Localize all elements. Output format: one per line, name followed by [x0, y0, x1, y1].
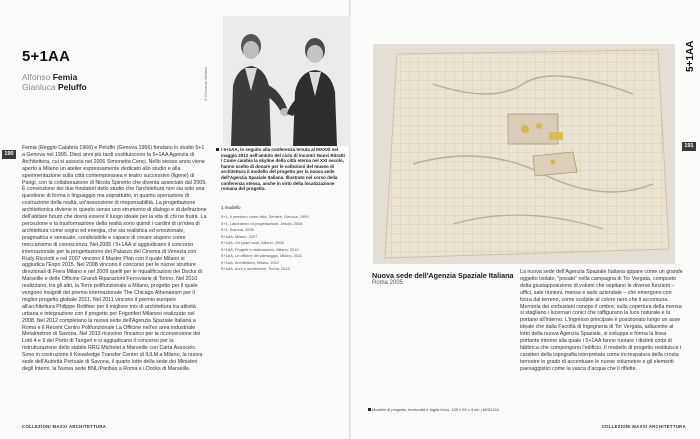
project-description: La nuova sede dell'Agenzia Spaziale Italiana appare come un grande oggetto isolato, "posato" nella campagna di Tor Vergata, composto della giustapposizione di volumi che ospitano le diverse funzioni – uffici, sale riunioni, mensa e asilo aziendale – che emergono con forza dal terreno, come scolpite al colore nero che li accomuna. Memoria dei corbusiani conopo il ombre, sulla copertura della mensa si stagliano i lucernari conici che raffigurano la luce naturale e la portano all'interno. L'ingresso principale è posizionato lungo un asse ideale che dalla Facoltà di Ingegneria di Tor Vergata, adiacente al lotto della nuova Agenzia Spaziale, si sviluppa e forma la linea portante intorno alla quale i 5+1AA fanno ruotare i distinti corpi di fabbrica che compongono l'edificio. Il modello di progetto restituisce i caratteri della topografia interpretata come increspatura della crosta terrestre in grado di accentuare le nuove volumetrie e gli elementi paesaggistici come la vasca d'acqua che li riflette.: [520, 269, 683, 372]
author-peluffo: [22, 82, 87, 92]
bibliography-item: 5+1AA, Anni e architetture, Roma, 2013: [221, 266, 290, 271]
footer-left: COLLEZIONI MAXXI ARCHITETTURA: [22, 424, 107, 429]
bibliography-item: 5+1AA, Le officine del paesaggio, Milano, 2011: [221, 253, 303, 258]
bibliography-item: 5+1AA, Gli spazi vuoti, Milano, 2008: [221, 240, 284, 245]
acquisition-caption: i 5+1AA, in seguito alla conferenza tenuta al MAXXI nel maggio 2012 nell'ambito del ciclo di incontri Nuovi Ritratti / Come cambia la skyline della città eterna nel XXI secolo, hanno scelto di donare per le collezioni del museo di architettura il modello del progetto per la nuova sede dell'Agenzia Spaziale Italiana. Illustrato nel corso della conferenza stessa, anche in virtù della localizzazione romana del progetto.: [221, 147, 345, 192]
models-count-heading: 1 modello: [221, 205, 241, 210]
footer-right: COLLEZIONI MAXXI ARCHITETTURA: [601, 424, 686, 429]
bibliography-item: 5+1AA, Architettura, Milano, 2012: [221, 259, 280, 265]
model-caption: Modello di progetto, terracotta e foglia d'oro, 135 x 90 x 3 cm | MOD124: [372, 407, 499, 412]
bibliography-item: 5+1, Savona, 2006: [221, 227, 254, 232]
caption-bullet-icon: [216, 148, 219, 151]
page-number-right: 191: [682, 142, 696, 151]
project-title: Nuova sede dell'Agenzia Spaziale Italiana: [372, 271, 514, 280]
page-number-left: 190: [2, 150, 16, 159]
page-title: 5+1AA: [22, 48, 71, 65]
bibliography-item: 5+1AA, Progetti e realizzazioni, Milano, 2010: [221, 246, 299, 252]
project-subtitle: Roma 2005: [372, 280, 404, 286]
portrait-illustration: [223, 16, 350, 146]
vertical-page-title: 5+1AA: [685, 40, 696, 72]
bibliography-item: 5+1, Laboratorio di progettazione, Jesolo, 2004: [221, 220, 303, 226]
bibliography-list: [221, 214, 345, 273]
photo-credit: © Giovanni Martino: [203, 66, 208, 101]
model-illustration: [373, 44, 675, 264]
author-femia: [22, 72, 77, 82]
bibliography-item: 5+1, Il pensiero come città, Sentieri, Genova, 1999: [221, 214, 309, 219]
biography-text: Femia (Reggio Calabria 1966) e Peluffo (Genova 1966) fondano lo studio 5+1 a Genova nel 1995. Dieci anni più tardi costituiscono la 5+1AA Agenzia di Architettura, cui si associa nel 2006 Simonetta Cenci. Nello stesso anno viene aperto a Milano un atelier espressamente dedicato allo studio e alla sperimentazione sulla città contemporanea e teatro successivo (ligene) di Parigi, con la collaborazione di Nicola Spinetto che diventa associato dal 2009. È convinzione dei due fondatori dello studio che l'architettura non sia solo una questione di forma o linguaggio ma soprattutto, in quanto operazione di costruzione della realtà, un'assunzione di responsabilità. La progettazione architettonica diviene in questo senso uno strumento di dialogo e di definizione dell'abitare futuro che dovrà essere il luogo ideale per la vita di chi ne fruirà. La percezione e la trasformazione della realtà sono quindi i cardini di un'idea di architettura come sogno ed energia, che sia realistica ed emozionale, pragmatica e sensuale, condivisibile e capace di creare stupore come meccanismo di conoscenza. Nel 2005 i 5+1AA si aggiudicano il concorso internazionale per la progettazione del Palazzo del Cinema di Venezia con Rudy Ricciotti e nel 2007 vincono il Master Plan con il quale Milano si aggiudica l'Expo 2015. Nel 2008 vincono il concorso per le nuove strutture direzionali di Fiera Milano e nel 2009 quelli per le riqualificazioni dei Docks di Marseille e delle Officine Grandi Riparazioni Ferroviarie di Torino. Nel 2010 realizzano, tra gli altri, la Torre polifunzionale a Milano, progetto per il quale vengono insigniti del premio internazionale The Chicago Athenaeum per il miglior progetto globale 2011. Nel 2011 vincono il premio europeo all'architettura Philippe Rotthier per il migliore mix di architettura tra attività urbana e integrazione con il progetto per Frigoriferi Milanesi realizzato nel 2008. Nel 2012 completano la nuova sede dell'Agenzia Spaziale Italiana a Roma e il Recent Centro Polifunzionale La Officine nell'ex area industriale Metalmetron di Savona. Nel 2013 ricevono l'incarico per la riconversione dei Lotti 4 e 9 del Porto di Tangeri e si aggiudicano il concorso per la ristrutturazione dello stabile RRG Michelet a Marseille con Carta Associés. Sono in costruzione il Knowledge Transfer Center di IULM a Milano, la nuova sede dell'Autorità Portuale di Savona, il quarto lotto della sede dei Ministeri degli Interni, la Nuova sede BNL/Paribas a Roma e i Docks di Marseille.: [22, 145, 207, 372]
architects-portrait-photo: [223, 16, 350, 146]
bibliography-item: 5+1AA, Milano, 2007: [221, 233, 258, 239]
author-first-name: Alfonso: [22, 72, 51, 82]
author-last-name: Femia: [52, 72, 78, 82]
author-first-name: Gianluca: [22, 82, 56, 92]
author-last-name: Peluffo: [57, 82, 87, 92]
model-caption-bullet-icon: [368, 408, 371, 411]
architectural-model-photo: [373, 44, 675, 264]
